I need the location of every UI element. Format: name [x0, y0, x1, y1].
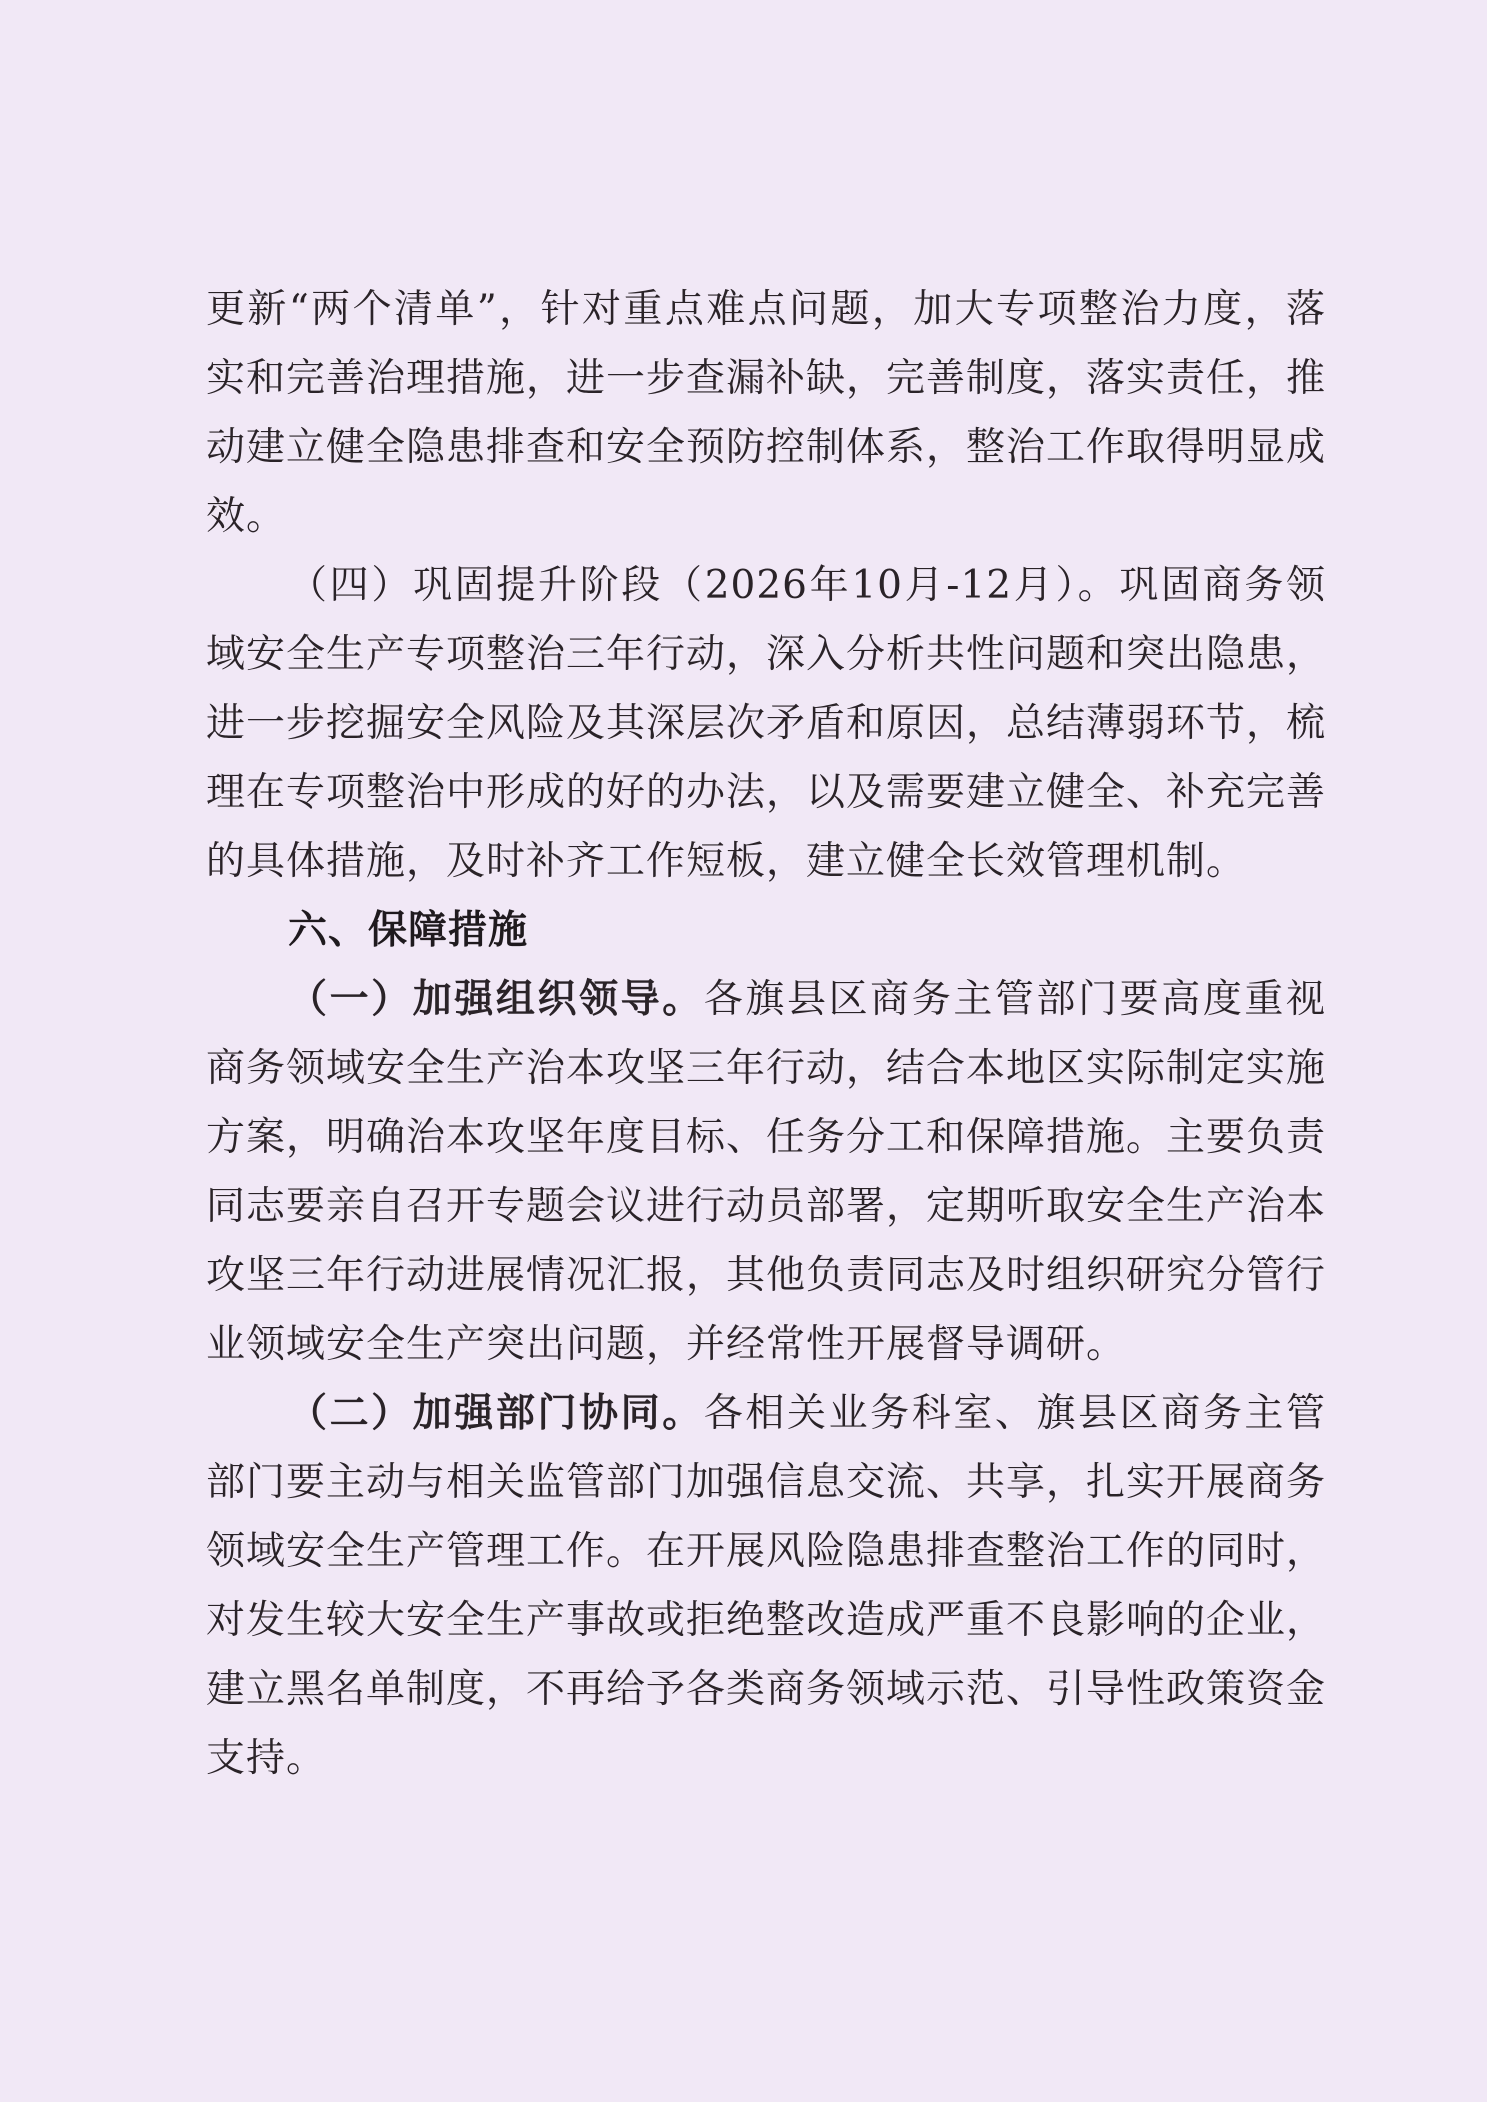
paragraph-consolidation-stage: （四）巩固提升阶段（2026年10月-12月）。巩固商务领域安全生产专项整治三年行动，深入分析共性问题和突出隐患，进一步挖掘安全风险及其深层次矛盾和原因，总结薄弱环节，梳理在专项整治中形成的好的办法，以及需要建立健全、补充完善的具体措施，及时补齐工作短板，建立健全长效管理机制。	[206, 563, 1327, 884]
paragraph-continuation: 更新“两个清单”，针对重点难点问题，加大专项整治力度，落实和完善治理措施，进一步查漏补缺，完善制度，落实责任，推动建立健全隐患排查和安全预防控制体系，整治工作取得明显成效。	[206, 287, 1327, 539]
paragraph-organization-leadership-text: 各旗县区商务主管部门要高度重视商务领域安全生产治本攻坚三年行动，结合本地区实际制定实施方案，明确治本攻坚年度目标、任务分工和保障措施。主要负责同志要亲自召开专题会议进行动员部署，定期听取安全生产治本攻坚三年行动进展情况汇报，其他负责同志及时组织研究分管行业领域安全生产突出问题，并经常性开展督导调研。	[206, 977, 1327, 1367]
section-heading-safeguards: 六、保障措施	[288, 908, 529, 953]
subheading-organization-leadership: （一）加强组织领导。	[288, 977, 704, 1022]
subheading-department-coordination: （二）加强部门协同。	[288, 1391, 704, 1436]
document-body	[206, 275, 1326, 1793]
paragraph-organization-leadership	[206, 965, 1326, 1379]
paragraph-department-coordination	[206, 1379, 1326, 1793]
paragraph-department-coordination-text: 各相关业务科室、旗县区商务主管部门要主动与相关监管部门加强信息交流、共享，扎实开展商务领域安全生产管理工作。在开展风险隐患排查整治工作的同时，对发生较大安全生产事故或拒绝整改造成严重不良影响的企业，建立黑名单制度，不再给予各类商务领域示范、引导性政策资金支持。	[206, 1391, 1327, 1781]
